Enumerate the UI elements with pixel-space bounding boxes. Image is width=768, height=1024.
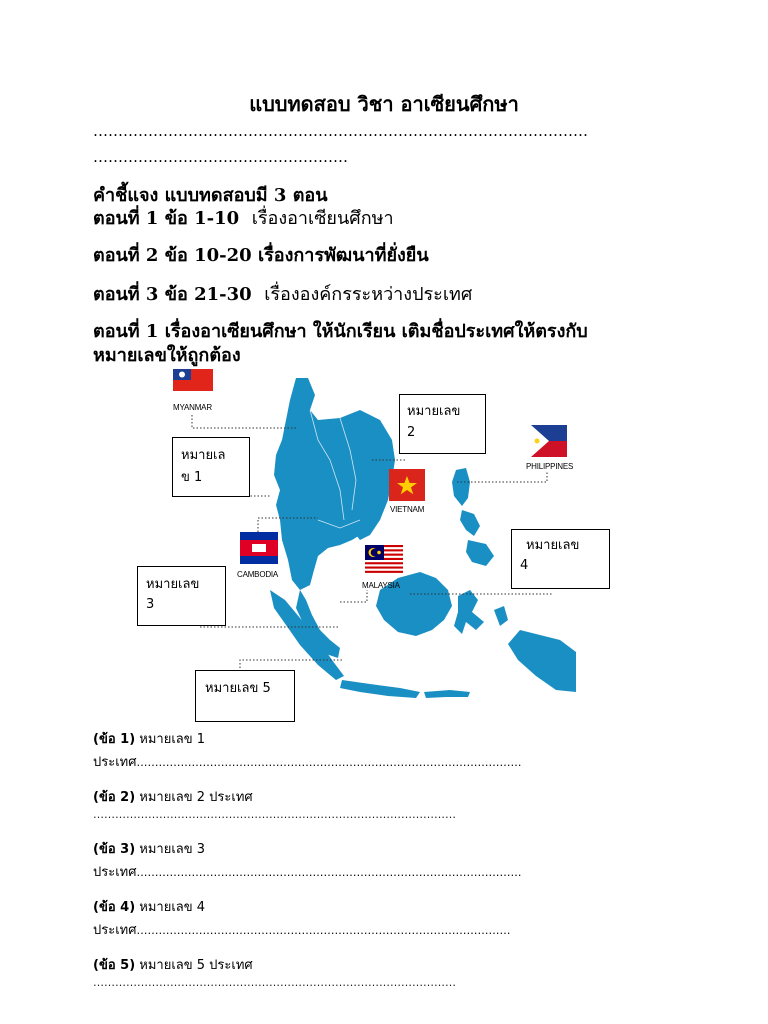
question-5-number: (ข้อ 5) xyxy=(93,958,136,973)
task-line-1: ตอนที่ 1 เรื่องอาเซียนศึกษา ให้นักเรียน เติมชื่อประเทศให้ตรงกับ xyxy=(93,321,588,342)
question-3-dots: …………………………………………………………………………………………… xyxy=(136,866,522,879)
malaysia-caption: MALAYSIA xyxy=(362,581,400,590)
philippines-caption: PHILIPPINES xyxy=(526,462,574,471)
number-box-5-label: หมายเลข 5 xyxy=(205,681,271,696)
question-4-number: (ข้อ 4) xyxy=(93,900,136,915)
number-box-1-line1: หมายเล xyxy=(181,448,226,463)
number-box-2 xyxy=(399,394,486,454)
number-box-4-line1: หมายเลข xyxy=(526,538,580,553)
question-3-label: หมายเลข 3 xyxy=(139,842,206,857)
question-4-answer-line[interactable] xyxy=(93,919,510,940)
question-1-number: (ข้อ 1) xyxy=(93,732,136,747)
question-4-heading xyxy=(93,896,205,917)
task-line-2: หมายเลขให้ถูกต้อง xyxy=(93,345,241,366)
question-3-heading xyxy=(93,838,205,859)
part1-label: ตอนที่ 1 ข้อ 1-10 xyxy=(93,208,240,229)
part3-topic: เรื่ององค์กรระหว่างประเทศ xyxy=(264,284,473,305)
question-2-heading xyxy=(93,786,253,807)
question-4-dots: ………………………………………………………………………………………… xyxy=(136,924,511,937)
question-2-answer-line[interactable]: ……………………………………………………………………………………… xyxy=(93,808,456,821)
part3-label: ตอนที่ 3 ข้อ 21-30 xyxy=(93,284,252,305)
question-1-answer-line[interactable] xyxy=(93,751,521,772)
number-box-2-line1: หมายเลข xyxy=(407,404,461,419)
question-3-answer-line[interactable] xyxy=(93,861,521,882)
question-2-number: (ข้อ 2) xyxy=(93,790,136,805)
question-5-heading xyxy=(93,954,253,975)
question-3-number: (ข้อ 3) xyxy=(93,842,136,857)
part2-label: ตอนที่ 2 ข้อ 10-20 xyxy=(93,245,252,266)
number-box-3-line2: 3 xyxy=(146,597,155,612)
number-box-1 xyxy=(172,437,250,497)
number-box-3-line1: หมายเลข xyxy=(146,577,200,592)
question-1-country-label: ประเทศ xyxy=(93,755,137,770)
name-dotted-line-2: …………………………………………… xyxy=(93,148,348,166)
number-box-3 xyxy=(137,566,226,626)
name-dotted-line: ……………………………………………………………………………………… xyxy=(93,122,588,140)
question-5-answer-line[interactable]: ……………………………………………………………………………………… xyxy=(93,976,456,989)
question-2-label: หมายเลข 2 ประเทศ xyxy=(139,790,253,805)
number-box-5 xyxy=(195,670,295,722)
number-box-2-line2: 2 xyxy=(407,425,416,440)
page-title: แบบทดสอบ วิชา อาเซียนศึกษา xyxy=(249,92,519,116)
myanmar-caption: MYANMAR xyxy=(173,403,212,412)
part2-topic: เรื่องการพัฒนาที่ยั่งยืน xyxy=(257,245,429,266)
question-1-dots: …………………………………………………………………………………………… xyxy=(136,756,522,769)
vietnam-caption: VIETNAM xyxy=(390,505,425,514)
cambodia-caption: CAMBODIA xyxy=(237,570,279,579)
question-3-country-label: ประเทศ xyxy=(93,865,137,880)
number-box-1-line2: ข 1 xyxy=(181,470,203,485)
question-5-label: หมายเลข 5 ประเทศ xyxy=(139,958,253,973)
question-4-label: หมายเลข 4 xyxy=(139,900,206,915)
question-1-label: หมายเลข 1 xyxy=(139,732,206,747)
part1-topic: เรื่องอาเซียนศึกษา xyxy=(251,208,394,229)
question-1-heading xyxy=(93,728,205,749)
number-box-4 xyxy=(511,529,610,589)
instructions-heading: คำชี้แจง แบบทดสอบมี 3 ตอน xyxy=(93,185,328,206)
question-4-country-label: ประเทศ xyxy=(93,923,137,938)
number-box-4-line2: 4 xyxy=(520,558,529,573)
